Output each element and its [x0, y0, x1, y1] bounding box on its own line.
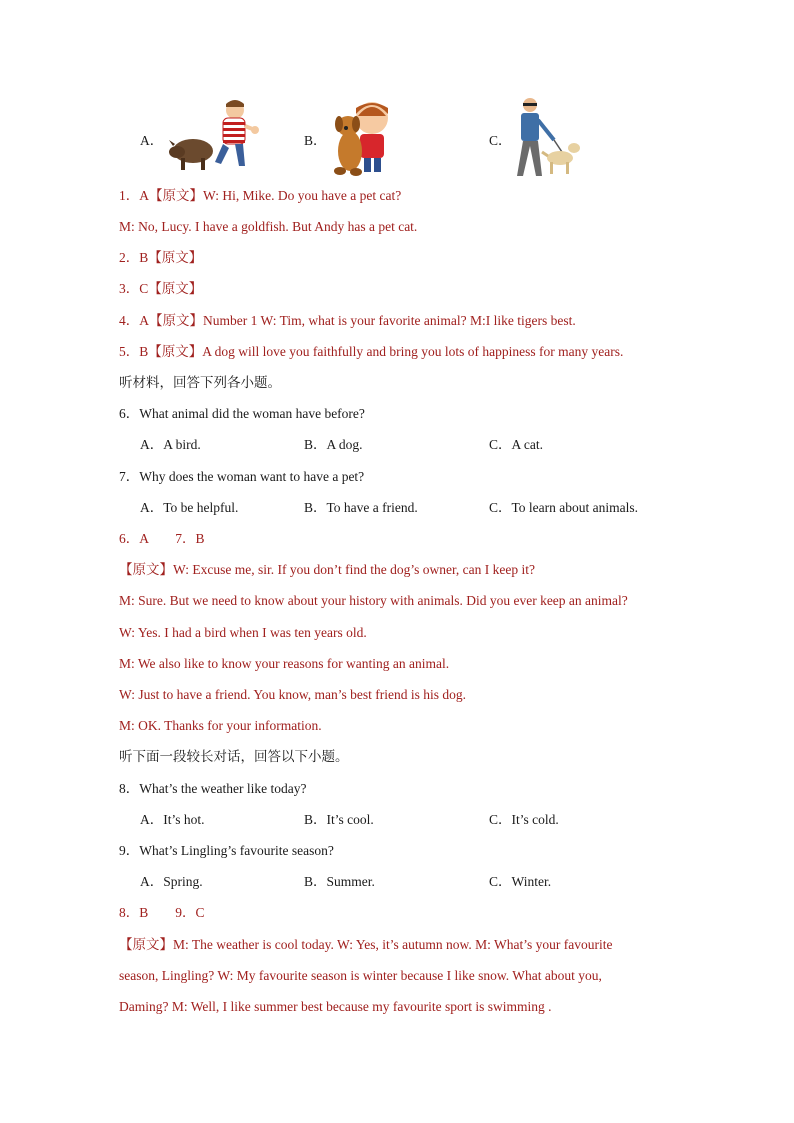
- question-6: 6．What animal did the woman have before?: [119, 406, 365, 421]
- q8-option-b: B．It’s cool.: [304, 812, 374, 827]
- answer-3: 3．C【原文】: [119, 281, 203, 296]
- transcript-line: Daming? M: Well, I like summer best because my favourite sport is swimming .: [119, 999, 552, 1014]
- q7-option-b: B．To have a friend.: [304, 500, 418, 515]
- transcript-line: season, Lingling? W: My favourite season is winter because I like snow. What about you,: [119, 968, 602, 983]
- answer-4: 4．A【原文】Number 1 W: Tim, what is your favorite animal? M:I like tigers best.: [119, 313, 576, 328]
- transcript-line: W: Yes. I had a bird when I was ten years old.: [119, 625, 367, 640]
- q8-option-c: C．It’s cold.: [489, 812, 559, 827]
- q8-option-a: A．It’s hot.: [140, 812, 205, 827]
- q7-option-a: A．To be helpful.: [140, 500, 239, 515]
- answer-key-8-9: 8．B 9．C: [119, 905, 205, 920]
- transcript-line: M: OK. Thanks for your information.: [119, 718, 322, 733]
- option-b-label: B．: [304, 133, 327, 148]
- question-7: 7．Why does the woman want to have a pet?: [119, 469, 365, 484]
- transcript-line: M: We also like to know your reasons for wanting an animal.: [119, 656, 450, 671]
- transcript-line: 【原文】W: Excuse me, sir. If you don’t find the dog’s owner, can I keep it?: [119, 562, 535, 577]
- q9-option-b: B．Summer.: [304, 874, 375, 889]
- answer-2: 2．B【原文】: [119, 250, 203, 265]
- section-3-instruction: 听下面一段较长对话，回答以下小题。: [119, 749, 349, 764]
- q6-option-a: A．A bird.: [140, 437, 201, 452]
- option-a-label: A．: [140, 133, 164, 148]
- section-2-instruction: 听材料，回答下列各小题。: [119, 375, 281, 390]
- q6-option-b: B．A dog.: [304, 437, 363, 452]
- q9-option-a: A．Spring.: [140, 874, 203, 889]
- transcript-line: M: Sure. But we need to know about your history with animals. Did you ever keep an animal?: [119, 593, 628, 608]
- transcript-line: W: Just to have a friend. You know, man’s best friend is his dog.: [119, 687, 466, 702]
- answer-5: 5．B【原文】A dog will love you faithfully and bring you lots of happiness for many years.: [119, 344, 624, 359]
- q6-option-c: C．A cat.: [489, 437, 543, 452]
- option-c-label: C．: [489, 133, 512, 148]
- answer-1-continued: M: No, Lucy. I have a goldfish. But Andy has a pet cat.: [119, 219, 418, 234]
- q9-option-c: C．Winter.: [489, 874, 552, 889]
- transcript-line: 【原文】M: The weather is cool today. W: Yes, it’s autumn now. M: What’s your favourite: [119, 937, 613, 952]
- boy-hugging-dog-icon: [326, 96, 398, 178]
- q7-option-c: C．To learn about animals.: [489, 500, 639, 515]
- man-with-boar-icon: [165, 96, 260, 176]
- question-9: 9．What’s Lingling’s favourite season?: [119, 843, 334, 858]
- blind-man-guide-dog-icon: [508, 96, 584, 180]
- question-8: 8．What’s the weather like today?: [119, 781, 307, 796]
- answer-key-6-7: 6．A 7．B: [119, 531, 205, 546]
- answer-1: 1．A【原文】W: Hi, Mike. Do you have a pet cat?: [119, 188, 402, 203]
